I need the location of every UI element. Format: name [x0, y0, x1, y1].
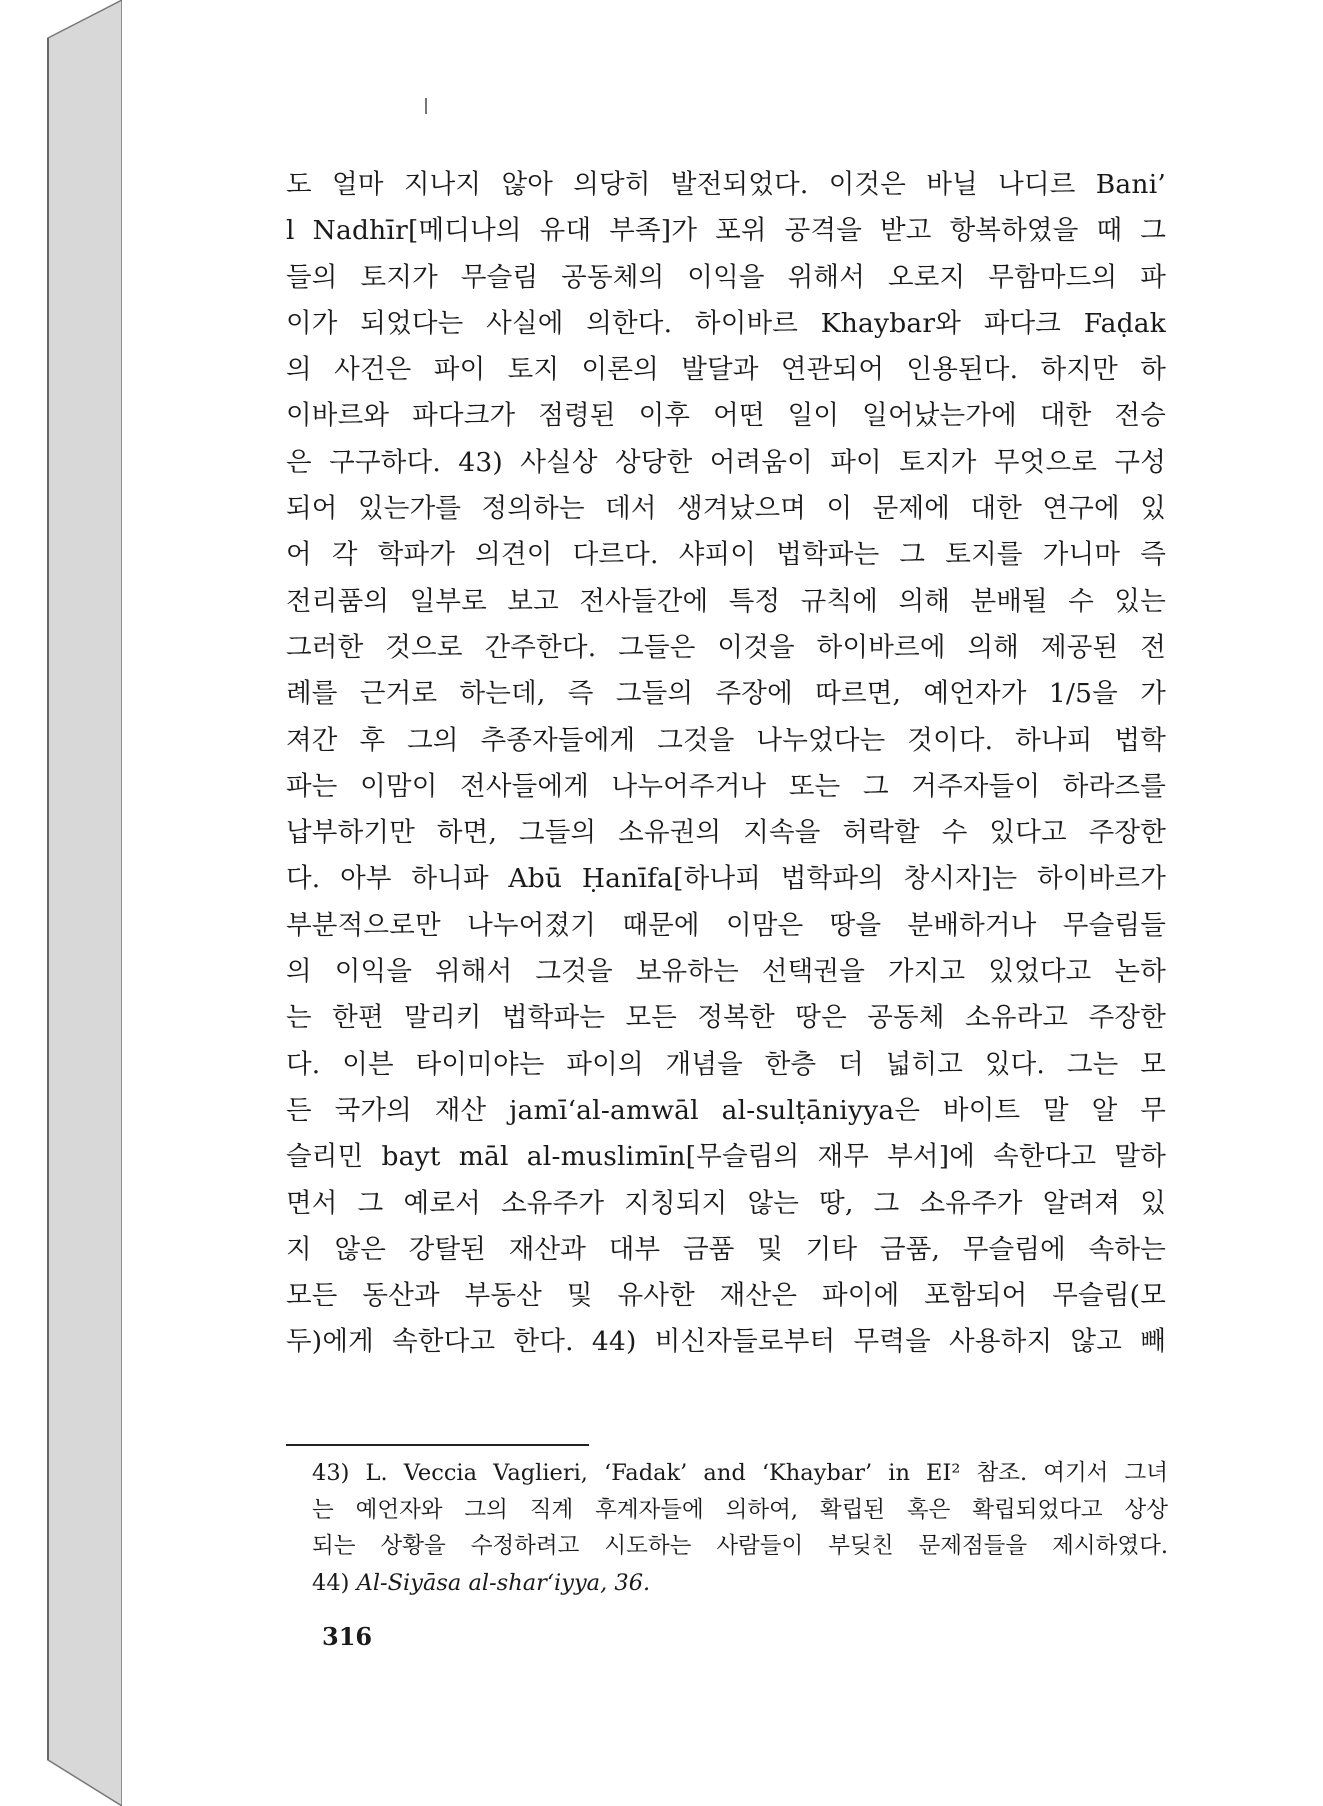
- body-line: 그러한 것으로 간주한다. 그들은 이것을 하이바르에 의해 제공된 전: [286, 631, 1166, 663]
- scan-mark: [425, 98, 427, 114]
- body-line: 면서 그 예로서 소유주가 지칭되지 않는 땅, 그 소유주가 알려져 있: [286, 1187, 1166, 1219]
- body-line: 다. 아부 하니파 Abū Ḥanīfa[하나피 법학파의 창시자]는 하이바르가: [286, 863, 1166, 895]
- footnote-44-number: 44): [312, 1569, 350, 1596]
- body-line: 두)에게 속한다고 한다. 44) 비신자들로부터 무력을 사용하지 않고 빼: [286, 1326, 1166, 1358]
- body-line: 든 국가의 재산 jamī‘al-amwāl al-sulṭāniyya은 바이트 말 알 무: [286, 1094, 1166, 1126]
- body-line: 이가 되었다는 사실에 의한다. 하이바르 Khaybar와 파다크 Faḍak: [286, 307, 1166, 339]
- body-line: 도 얼마 지나지 않아 의당히 발전되었다. 이것은 바닐 나디르 Bani’: [286, 169, 1166, 200]
- footnote-44-text: Al-Siyāsa al-shar‘iyya, 36.: [356, 1569, 651, 1596]
- body-line: 은 구구하다. 43) 사실상 상당한 어려움이 파이 토지가 무엇으로 구성: [286, 446, 1166, 478]
- body-line: 부분적으로만 나누어졌기 때문에 이맘은 땅을 분배하거나 무슬림들: [286, 909, 1166, 941]
- footnote-43-line: 되는 상황을 수정하려고 시도하는 사람들이 부딪친 문제점들을 제시하였다.: [312, 1533, 1168, 1559]
- body-line: 례를 근거로 하는데, 즉 그들의 주장에 따르면, 예언자가 1/5을 가: [286, 678, 1166, 710]
- body-line: 들의 토지가 무슬림 공동체의 이익을 위해서 오로지 무함마드의 파: [286, 261, 1166, 293]
- body-text: [286, 162, 1166, 1366]
- body-line: 슬리민 bayt māl al-muslimīn[무슬림의 재무 부서]에 속한다고 말하: [286, 1141, 1166, 1173]
- body-line: 되어 있는가를 정의하는 데서 생겨났으며 이 문제에 대한 연구에 있: [286, 493, 1166, 525]
- body-line: 의 이익을 위해서 그것을 보유하는 선택권을 가지고 있었다고 논하: [286, 956, 1166, 988]
- body-line: 다. 이븐 타이미야는 파이의 개념을 한층 더 넓히고 있다. 그는 모: [286, 1048, 1166, 1080]
- footnote-43-line: 43) L. Veccia Vaglieri, ‘Fadak’ and ‘Khaybar’ in EI² 참조. 여기서 그녀: [312, 1460, 1168, 1486]
- footnote-43-line: 는 예언자와 그의 직계 후계자들에 의하여, 확립된 혹은 확립되었다고 상상: [312, 1496, 1168, 1523]
- body-line: 전리품의 일부로 보고 전사들간에 특정 규칙에 의해 분배될 수 있는: [286, 585, 1166, 617]
- body-line: 이바르와 파다크가 점령된 이후 어떤 일이 일어났는가에 대한 전승: [286, 400, 1166, 432]
- footnotes: [312, 1455, 1168, 1601]
- body-line: 의 사건은 파이 토지 이론의 발달과 연관되어 인용된다. 하지만 하: [286, 354, 1166, 386]
- page-number: 316: [322, 1622, 373, 1651]
- body-line: 는 한편 말리키 법학파는 모든 정복한 땅은 공동체 소유라고 주장한: [286, 1002, 1166, 1034]
- body-line: l Nadhīr[메디나의 유대 부족]가 포위 공격을 받고 항복하였을 때 그: [286, 215, 1166, 247]
- body-line: 져간 후 그의 추종자들에게 그것을 나누었다는 것이다. 하나피 법학: [286, 724, 1166, 756]
- body-line: 어 각 학파가 의견이 다르다. 샤피이 법학파는 그 토지를 가니마 즉: [286, 539, 1166, 571]
- body-line: 납부하기만 하면, 그들의 소유권의 지속을 허락할 수 있다고 주장한: [286, 817, 1166, 849]
- footnote-44: [312, 1565, 1168, 1602]
- footnote-divider: [286, 1444, 589, 1446]
- body-line: 지 않은 강탈된 재산과 대부 금품 및 기타 금품, 무슬림에 속하는: [286, 1233, 1166, 1265]
- body-line: 파는 이맘이 전사들에게 나누어주거나 또는 그 거주자들이 하라즈를: [286, 770, 1166, 802]
- body-line: 모든 동산과 부동산 및 유사한 재산은 파이에 포함되어 무슬림(모: [286, 1280, 1166, 1312]
